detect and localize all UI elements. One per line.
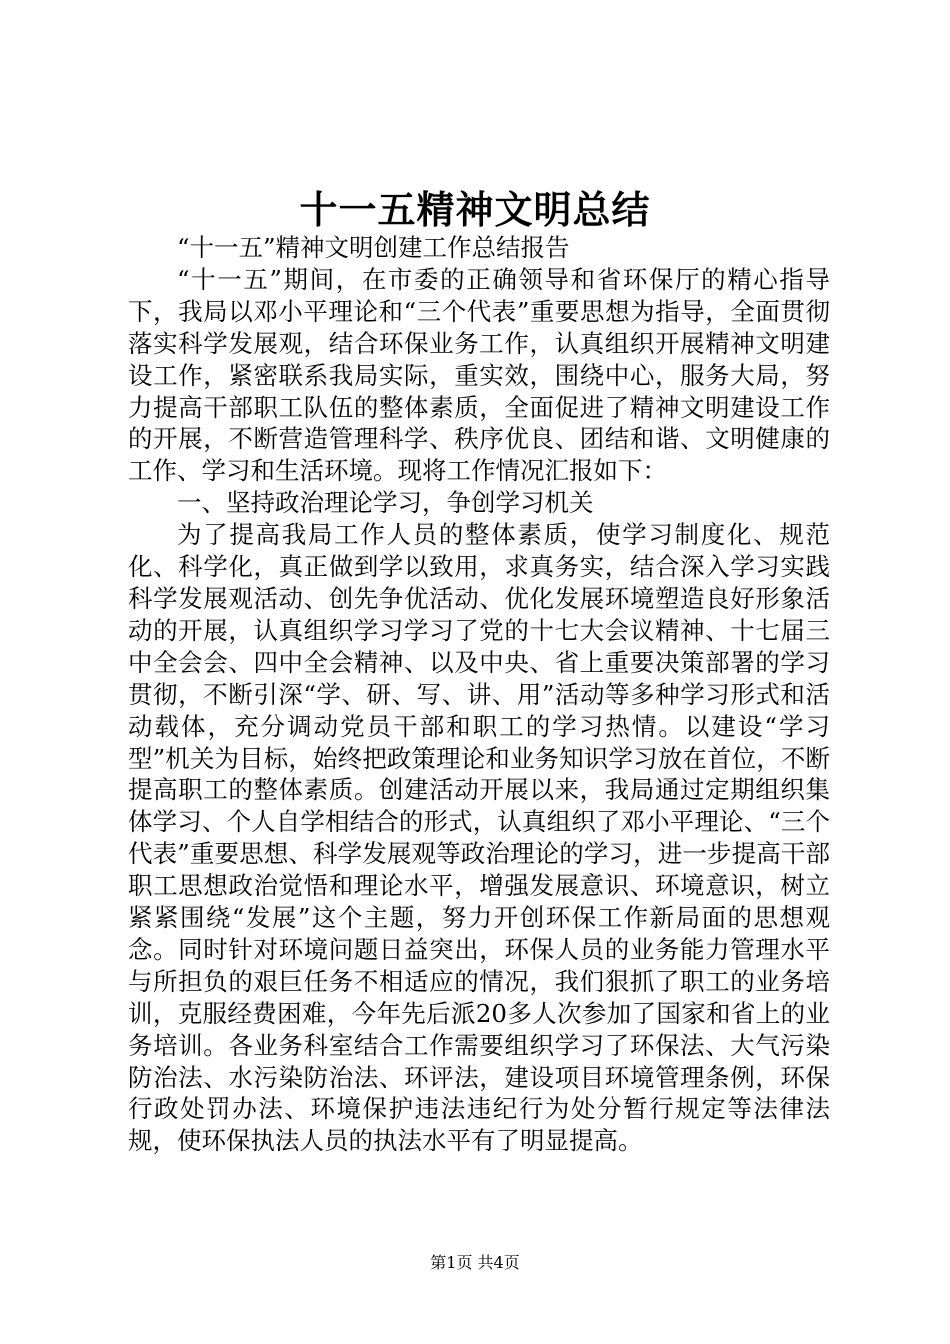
page-number: 第1页 共4页 <box>430 1253 520 1272</box>
document-title: 十一五精神文明总结 <box>299 187 651 232</box>
body-paragraph: 为了提高我局工作人员的整体素质，使学习制度化、规范化、科学化，真正做到学以致用，求真务实，结合深入学习实践科学发展观活动、创先争优活动、优化发展环境塑造良好形象活动的开展，认真组织学习学习了党的十七大会议精神、十七届三中全会会、四中全会精神、以及中央、省上重要决策部署的学习贯彻，不断引深“学、研、写、讲、用”活动等多种学习形式和活动载体，充分调动党员干部和职工的学习热情。以建设“学习型”机关为目标，始终把政策理论和业务知识学习放在首位，不断提高职工的整体素质。创建活动开展以来，我局通过定期组织集体学习、个人自学相结合的形式，认真组织了邓小平理论、“三个代表”重要思想、科学发展观等政治理论的学习，进一步提高干部职工思想政治觉悟和理论水平，增强发展意识、环境意识，树立紧紧围绕“发展”这个主题，努力开创环保工作新局面的思想观念。同时针对环境问题日益突出，环保人员的业务能力管理水平与所担负的艰巨任务不相适应的情况，我们狠抓了职工的业务培训，克服经费困难，今年先后派20多人次参加了国家和省上的业务培训。各业务科室结合工作需要组织学习了环保法、大气污染防治法、水污染防治法、环评法，建设项目环境管理条例，环保行政处罚办法、环境保护违法违纪行为处分暂行规定等法律法规，使环保执法人员的执法水平有了明显提高。 <box>128 520 830 1156</box>
document-body <box>128 232 830 1157</box>
section-heading: 一、坚持政治理论学习，争创学习机关 <box>177 488 594 518</box>
body-paragraph: “十一五”期间，在市委的正确领导和省环保厅的精心指导下，我局以邓小平理论和“三个代表”重要思想为指导，全面贯彻落实科学发展观，结合环保业务工作，认真组织开展精神文明建设工作，紧密联系我局实际，重实效，围绕中心，服务大局，努力提高干部职工队伍的整体素质，全面促进了精神文明建设工作的开展，不断营造管理科学、秩序优良、团结和谐、文明健康的工作、学习和生活环境。现将工作情况汇报如下： <box>128 264 830 486</box>
report-subtitle: “十一五”精神文明创建工作总结报告 <box>177 233 570 262</box>
